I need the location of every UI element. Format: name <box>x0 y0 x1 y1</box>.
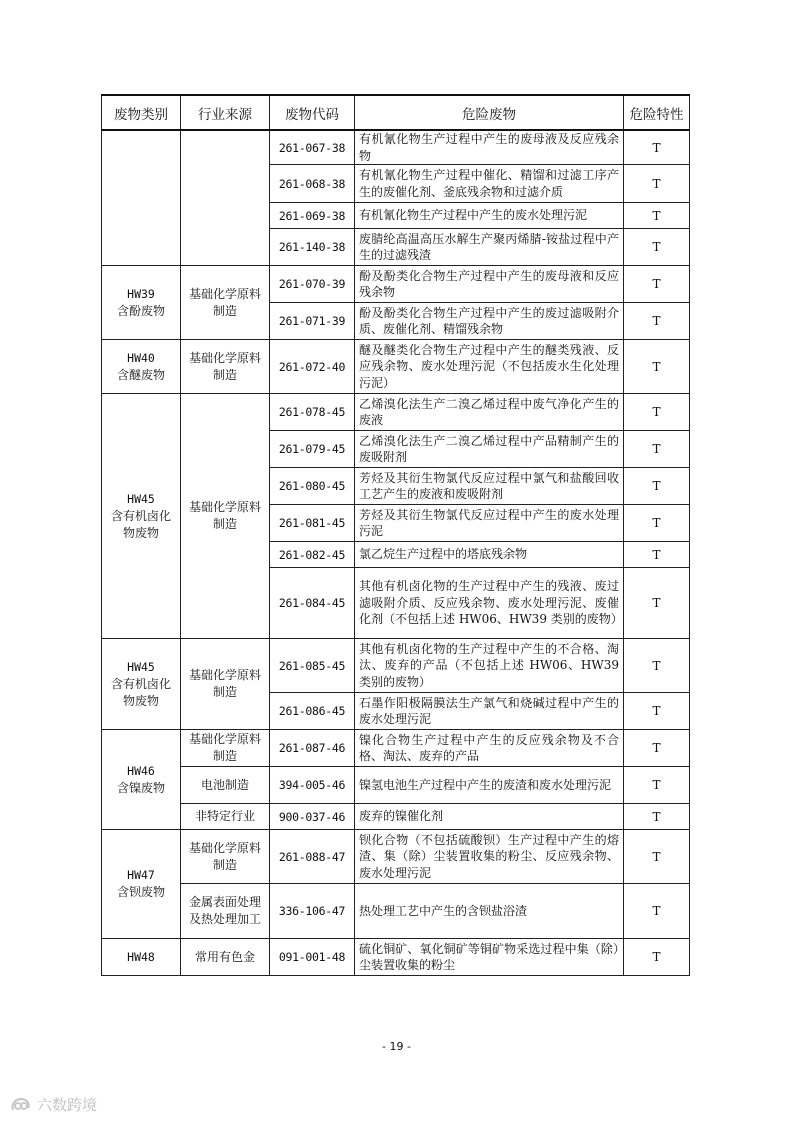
hazard-cell: T <box>624 767 690 804</box>
code-cell: 261-070-39 <box>270 266 355 303</box>
waste-cell: 酚及酚类化合物生产过程中产生的废过滤吸附介质、废催化剂、精馏残余物 <box>355 303 624 340</box>
category-code: HW40 <box>127 350 155 365</box>
waste-cell: 其他有机卤化物的生产过程中产生的不合格、淘汰、废弃的产品（不包括上述 HW06、HW39 类别的废物） <box>355 639 624 693</box>
code-cell: 261-068-38 <box>270 165 355 203</box>
code-cell: 261-085-45 <box>270 639 355 693</box>
waste-cell: 酚及酚类化合物生产过程中产生的废母液和反应残余物 <box>355 266 624 303</box>
hazard-cell: T <box>624 203 690 229</box>
table-row <box>102 266 690 303</box>
hazard-cell: T <box>624 730 690 767</box>
hazard-cell: T <box>624 693 690 730</box>
category-cell <box>102 639 181 730</box>
waste-cell: 氯乙烷生产过程中的塔底残余物 <box>355 542 624 568</box>
category-cell <box>102 394 181 639</box>
hazard-cell: T <box>624 165 690 203</box>
hazard-cell: T <box>624 431 690 468</box>
industry-cell: 基础化学原料制造 <box>181 266 270 340</box>
waste-cell: 芳烃及其衍生物氯代反应过程中氯气和盐酸回收工艺产生的废液和废吸附剂 <box>355 468 624 505</box>
hazard-cell: T <box>624 830 690 884</box>
industry-cell: 金属表面处理及热处理加工 <box>181 884 270 939</box>
watermark-logo-icon <box>10 1096 32 1114</box>
waste-cell: 硫化铜矿、氧化铜矿等铜矿物采选过程中集（除）尘装置收集的粉尘 <box>355 939 624 976</box>
code-cell: 261-082-45 <box>270 542 355 568</box>
hazard-cell: T <box>624 340 690 394</box>
category-label: 含有机卤化 物废物 <box>110 508 171 540</box>
category-cell <box>102 340 181 394</box>
hazard-cell: T <box>624 468 690 505</box>
industry-cell: 基础化学原料制造 <box>181 639 270 730</box>
hazard-cell: T <box>624 542 690 568</box>
category-label: 含钡废物 <box>116 885 165 899</box>
category-code: HW47 <box>127 868 155 882</box>
hazard-cell: T <box>624 229 690 266</box>
category-cell <box>102 266 181 340</box>
industry-cell <box>181 130 270 266</box>
hazard-cell: T <box>624 394 690 431</box>
waste-cell: 芳烃及其衍生物氯代反应过程中产生的废水处理污泥 <box>355 505 624 542</box>
waste-cell: 石墨作阳极隔膜法生产氯气和烧碱过程中产生的废水处理污泥 <box>355 693 624 730</box>
code-cell: 900-037-46 <box>270 804 355 830</box>
table-row <box>102 939 690 976</box>
table-row <box>102 730 690 767</box>
waste-cell: 热处理工艺中产生的含钡盐浴渣 <box>355 884 624 939</box>
header-code: 废物代码 <box>270 95 355 130</box>
category-code: HW45 <box>127 491 155 506</box>
industry-cell: 基础化学原料制造 <box>181 394 270 639</box>
hazard-cell: T <box>624 884 690 939</box>
category-cell <box>102 130 181 266</box>
table-row <box>102 130 690 165</box>
hazard-cell: T <box>624 505 690 542</box>
hazard-cell: T <box>624 639 690 693</box>
code-cell: 394-005-46 <box>270 767 355 804</box>
waste-cell: 乙烯溴化法生产二溴乙烯过程中产品精制产生的废吸附剂 <box>355 431 624 468</box>
industry-cell: 电池制造 <box>181 767 270 804</box>
code-cell: 261-071-39 <box>270 303 355 340</box>
page-number: - 19 - <box>382 1040 411 1053</box>
waste-cell: 有机氰化物生产过程中产生的废母液及反应残余物 <box>355 130 624 165</box>
code-cell: 336-106-47 <box>270 884 355 939</box>
header-waste: 危险废物 <box>355 95 624 130</box>
hazard-cell: T <box>624 939 690 976</box>
waste-cell: 其他有机卤化物的生产过程中产生的残液、废过滤吸附介质、反应残余物、废水处理污泥、废催化剂（不包括上述 HW06、HW39 类别的废物） <box>355 568 624 639</box>
waste-cell: 废腈纶高温高压水解生产聚丙烯腈-铵盐过程中产生的过滤残渣 <box>355 229 624 266</box>
code-cell: 261-080-45 <box>270 468 355 505</box>
category-label: 含酚废物 <box>116 303 165 318</box>
table-row <box>102 767 690 804</box>
table-row <box>102 639 690 693</box>
table-row <box>102 830 690 884</box>
hazard-cell: T <box>624 303 690 340</box>
industry-cell: 基础化学原料制造 <box>181 730 270 767</box>
table-row <box>102 340 690 394</box>
industry-cell: 常用有色金 <box>181 939 270 976</box>
hazard-cell: T <box>624 130 690 165</box>
code-cell: 091-001-48 <box>270 939 355 976</box>
hazard-cell: T <box>624 804 690 830</box>
category-label: 含镍废物 <box>116 780 165 795</box>
header-category: 废物类别 <box>102 95 181 130</box>
category-label: 含醚废物 <box>116 367 165 382</box>
waste-cell: 有机氰化物生产过程中催化、精馏和过滤工序产生的废催化剂、釜底残余物和过滤介质 <box>355 165 624 203</box>
code-cell: 261-088-47 <box>270 830 355 884</box>
category-code: HW46 <box>127 763 155 778</box>
waste-cell: 钡化合物（不包括硫酸钡）生产过程中产生的熔渣、集（除）尘装置收集的粉尘、反应残余物、废水处理污泥 <box>355 830 624 884</box>
code-cell: 261-078-45 <box>270 394 355 431</box>
hazard-cell: T <box>624 568 690 639</box>
waste-cell: 乙烯溴化法生产二溴乙烯过程中废气净化产生的废液 <box>355 394 624 431</box>
table-row <box>102 884 690 939</box>
code-cell: 261-069-38 <box>270 203 355 229</box>
waste-cell: 镍化合物生产过程中产生的反应残余物及不合格、淘汰、废弃的产品 <box>355 730 624 767</box>
code-cell: 261-079-45 <box>270 431 355 468</box>
code-cell: 261-140-38 <box>270 229 355 266</box>
industry-cell: 基础化学原料制造 <box>181 830 270 884</box>
header-industry: 行业来源 <box>181 95 270 130</box>
header-hazard: 危险特性 <box>624 95 690 130</box>
waste-cell: 废弃的镍催化剂 <box>355 804 624 830</box>
waste-cell: 醚及醚类化合物生产过程中产生的醚类残液、反应残余物、废水处理污泥（不包括废水生化处理污泥） <box>355 340 624 394</box>
code-cell: 261-072-40 <box>270 340 355 394</box>
table-header-row <box>102 95 690 130</box>
watermark-text: 六数跨境 <box>37 1096 98 1114</box>
category-label: 含有机卤化 物废物 <box>110 676 171 708</box>
industry-cell: 非特定行业 <box>181 804 270 830</box>
code-cell: 261-067-38 <box>270 130 355 165</box>
category-code: HW45 <box>127 659 155 674</box>
code-cell: 261-081-45 <box>270 505 355 542</box>
industry-cell: 基础化学原料制造 <box>181 340 270 394</box>
category-cell <box>102 730 181 830</box>
table-row <box>102 394 690 431</box>
code-cell: 261-084-45 <box>270 568 355 639</box>
category-code: HW48 <box>127 949 155 964</box>
category-code: HW39 <box>127 286 155 301</box>
waste-cell: 有机氰化物生产过程中产生的废水处理污泥 <box>355 203 624 229</box>
hazardous-waste-table <box>101 94 690 976</box>
code-cell: 261-086-45 <box>270 693 355 730</box>
code-cell: 261-087-46 <box>270 730 355 767</box>
hazard-cell: T <box>624 266 690 303</box>
watermark <box>10 1094 97 1115</box>
waste-cell: 镍氢电池生产过程中产生的废渣和废水处理污泥 <box>355 767 624 804</box>
table-row <box>102 804 690 830</box>
category-cell <box>102 830 181 939</box>
category-cell <box>102 939 181 976</box>
